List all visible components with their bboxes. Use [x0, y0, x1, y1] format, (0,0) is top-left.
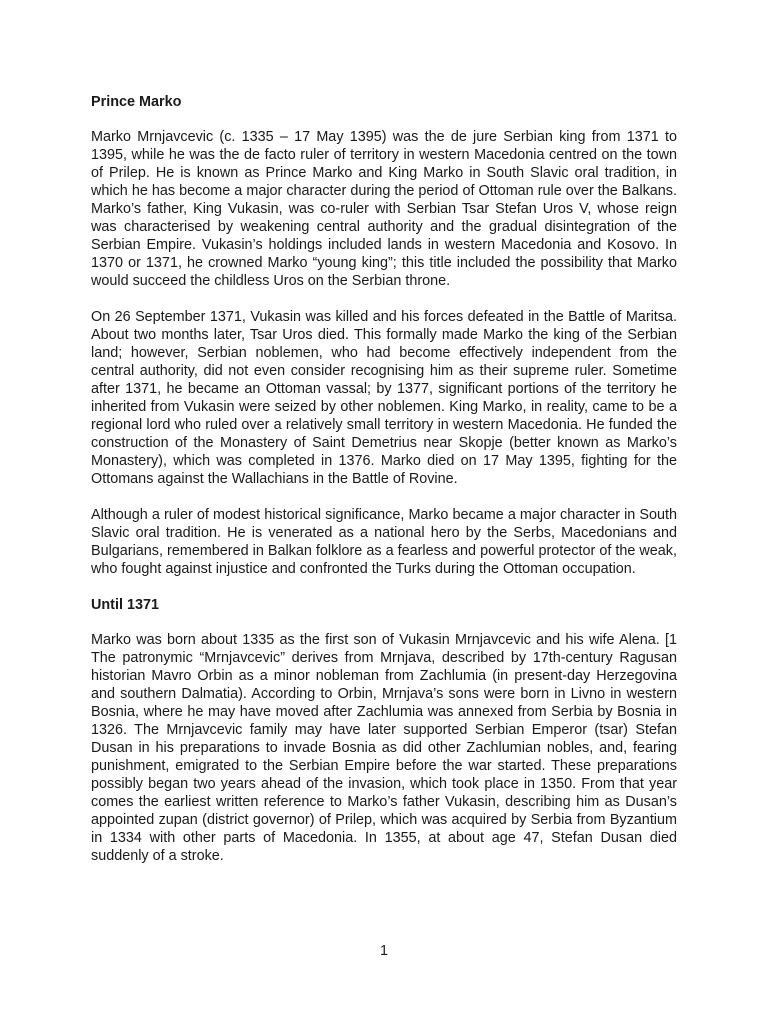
paragraph: On 26 September 1371, Vukasin was killed and his forces defeated in the Battle of Maritsa. About two months later, Tsar Uros died. This formally made Marko the king of the Serbian land; however, Serbian noblemen, who had become effectively independent from the central authority, did not even consider recognising him as their supreme ruler. Sometime after 1371, he became an Ottoman vassal; by 1377, significant portions of the territory he inherited from Vukasin were seized by other noblemen. King Marko, in reality, came to be a regional lord who ruled over a relatively small territory in western Macedonia. He funded the construction of the Monastery of Saint Demetrius near Skopje (better known as Marko’s Monastery), which was completed in 1376. Marko died on 17 May 1395, fighting for the Ottomans against the Wallachians in the Battle of Rovine.: [91, 309, 677, 487]
page-number: 1: [379, 943, 388, 959]
section-title-prince-marko: Prince Marko: [91, 94, 182, 110]
paragraph: Marko was born about 1335 as the first son of Vukasin Mrnjavcevic and his wife Alena. [1 The patronymic “Mrnjavcevic” derives from Mrnjava, described by 17th-century Ragusan historian Mavro Orbin as a minor nobleman from Zachlumia (in present-day Herzegovina and southern Dalmatia). According to Orbin, Mrnjava’s sons were born in Livno in western Bosnia, where he may have moved after Zachlumia was annexed from Serbia by Bosnia in 1326. The Mrnjavcevic family may have later supported Serbian Emperor (tsar) Stefan Dusan in his preparations to invade Bosnia as did other Zachlumian nobles, and, fearing punishment, emigrated to the Serbian Empire before the war started. These preparations possibly began two years ahead of the invasion, which took place in 1350. From that year comes the earliest written reference to Marko’s father Vukasin, describing him as Dusan’s appointed zupan (district governor) of Prilep, which was acquired by Serbia from Byzantium in 1334 with other parts of Macedonia. In 1355, at about age 47, Stefan Dusan died suddenly of a stroke.: [91, 632, 677, 864]
paragraph: Although a ruler of modest historical significance, Marko became a major character in South Slavic oral tradition. He is venerated as a national hero by the Serbs, Macedonians and Bulgarians, remembered in Balkan folklore as a fearless and powerful protector of the weak, who fought against injustice and confronted the Turks during the Ottoman occupation.: [91, 507, 677, 577]
paragraph: Marko Mrnjavcevic (c. 1335 – 17 May 1395) was the de jure Serbian king from 1371 to 1395, while he was the de facto ruler of territory in western Macedonia centred on the town of Prilep. He is known as Prince Marko and King Marko in South Slavic oral tradition, in which he has become a major character during the period of Ottoman rule over the Balkans. Marko’s father, King Vukasin, was co-ruler with Serbian Tsar Stefan Uros V, whose reign was characterised by weakening central authority and the gradual disintegration of the Serbian Empire. Vukasin’s holdings included lands in western Macedonia and Kosovo. In 1370 or 1371, he crowned Marko “young king”; this title included the possibility that Marko would succeed the childless Uros on the Serbian throne.: [91, 129, 677, 289]
section-title-until-1371: Until 1371: [91, 597, 159, 613]
document-page: [91, 93, 677, 865]
